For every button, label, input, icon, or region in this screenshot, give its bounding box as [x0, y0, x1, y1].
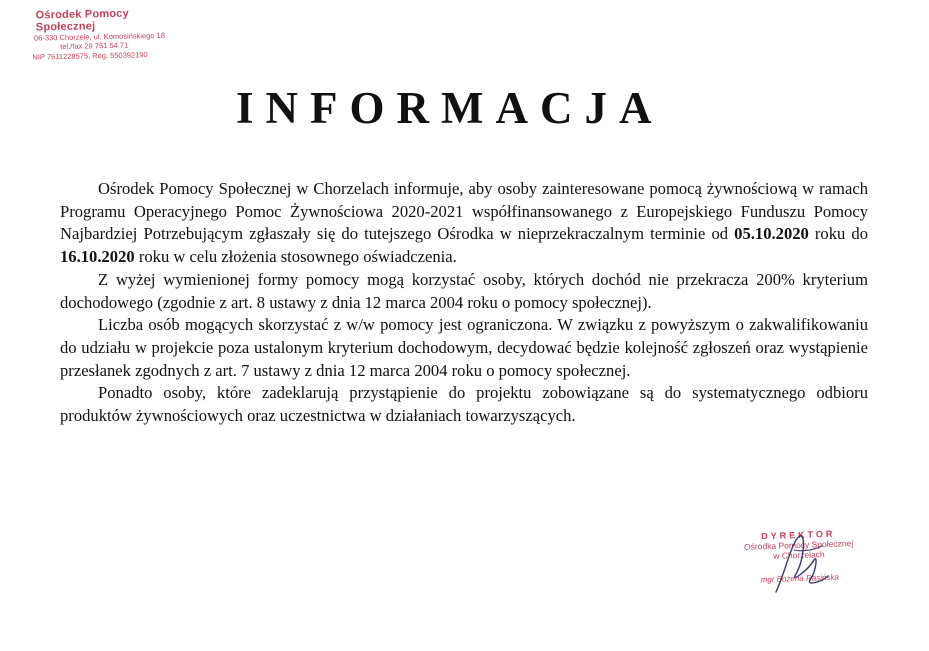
document-body [60, 178, 868, 428]
stamp-director-name: mgr Bożena Rasińska [760, 572, 840, 585]
handwritten-signature [756, 530, 846, 600]
stamp-org-line1: Ośrodka Pomocy Społecznej [743, 538, 854, 552]
stamp-org-line2: w Chorzelach [773, 549, 825, 561]
stamp-address: 06-330 Chorzele, ul. Komosińskiego 18 [33, 30, 166, 43]
paragraph-4: Ponadto osoby, które zadeklarują przystąpienie do projektu zobowiązane są do systematycznego odbioru produktów żywnościowych oraz uczestnictwa w działaniach towarzyszących. [60, 383, 868, 426]
stamp-phone: tel./fax 29 751 54 71 [60, 41, 129, 52]
paragraph-1 [60, 178, 868, 269]
date-from: 05.10.2020 [734, 224, 809, 244]
stamp-ids: NIP 7611228575, Reg. 550392190 [32, 50, 148, 62]
date-to: 16.10.2020 [60, 247, 135, 267]
paragraph-2: Z wyżej wymienionej formy pomocy mogą korzystać osoby, których dochód nie przekracza 200% kryterium dochodowego (zgodnie z art. 8 ustawy z dnia 12 marca 2004 roku o pomocy społecznej). [60, 269, 868, 312]
office-stamp [29, 6, 190, 62]
paragraph-1-text-a: Ośrodek Pomocy Społecznej w Chorzelach informuje, aby osoby zainteresowane pomocą żywnościową w ramach Programu Operacyjnego Pomoc Żywnościowa 2020-2021 współfinansowanego z Europejskiego Funduszu Pomocy Najbardziej Potrzebującym zgłaszały się do tutejszego Ośrodka w nieprzekraczalnym terminie od [60, 179, 868, 244]
stamp-role: DYREKTOR [760, 528, 836, 542]
paragraph-3: Liczba osób mogących skorzystać z w/w pomocy jest ograniczona. W związku z powyższym o zakwalifikowaniu do udziału w projekcie poza ustalonym kryterium dochodowym, decydować będzie kolejność zgłoszeń oraz wystąpienie przesłanek zgodnych z art. 7 ustawy z dnia 12 marca 2004 roku o pomocy społecznej. [60, 315, 868, 380]
document-title: INFORMACJA [236, 83, 664, 133]
paragraph-1-text-b: roku do [808, 224, 868, 244]
paragraph-1-text-c: roku w celu złożenia stosownego oświadczenia. [134, 247, 457, 267]
stamp-office-name: Ośrodek Pomocy Społecznej [35, 7, 129, 34]
